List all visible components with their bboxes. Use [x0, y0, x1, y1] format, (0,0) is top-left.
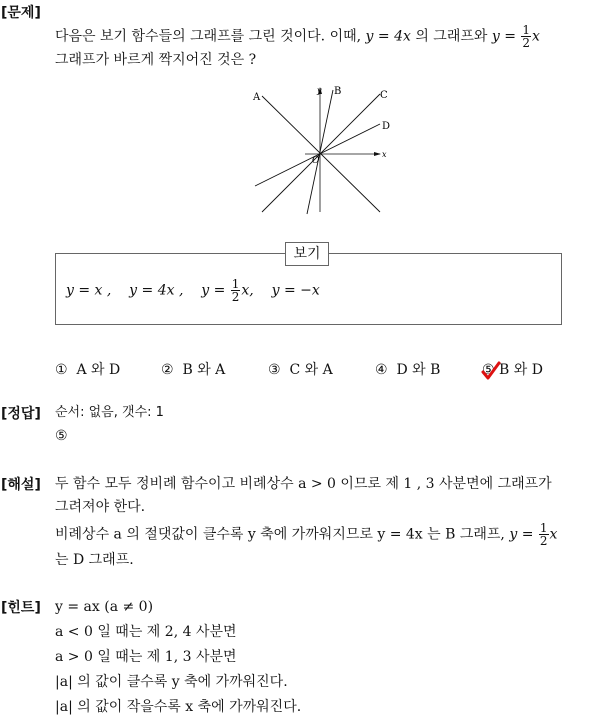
option-3[interactable]: [268, 359, 333, 379]
check-mark-icon: [481, 361, 501, 381]
equation-half-left: y =: [491, 28, 521, 45]
answer-label: [정답]: [1, 406, 41, 422]
hint-label: [힌트]: [1, 600, 41, 616]
option-2-text: B 와 A: [182, 362, 226, 378]
answer-line-1: 순서: 없음, 갯수: 1: [55, 405, 164, 420]
label-b: B: [334, 86, 342, 97]
axis-y-label: y: [317, 86, 322, 95]
explanation-denominator: 2: [539, 534, 548, 548]
option-4-text: D 와 B: [396, 362, 441, 378]
explanation-numerator: 1: [539, 521, 548, 535]
option-3-number: ③: [268, 362, 281, 378]
explanation-line-1: 두 함수 모두 정비례 함수이고 비례상수 a > 0 이므로 제 1 , 3 사분면에 그래프가: [55, 476, 552, 492]
function-3-right: x,: [241, 282, 254, 299]
axis-x-label: x: [382, 150, 387, 159]
option-5-marker: [482, 362, 495, 378]
hint-line-4: |a| 의 값이 클수록 y 축에 가까워진다.: [55, 674, 288, 690]
explanation-eq-left: y =: [509, 526, 538, 543]
graph-figure: [245, 82, 405, 218]
question-text-a: 다음은 보기 함수들의 그래프를 그린 것이다. 이때,: [55, 28, 366, 45]
function-3-denominator: 2: [231, 290, 240, 304]
equation-half-right: x: [532, 28, 540, 45]
bogi-title: 보기: [285, 242, 329, 266]
option-4[interactable]: [375, 359, 440, 379]
option-2-number: ②: [161, 362, 174, 378]
fraction-one-half: [521, 24, 531, 49]
x-axis-arrow: [374, 152, 381, 156]
function-3-left: y =: [201, 282, 230, 299]
line-d: [255, 124, 380, 186]
explanation-line-3: [55, 522, 557, 547]
explanation-eq-right: x: [549, 526, 558, 543]
option-1[interactable]: [55, 359, 120, 379]
option-5-number: ⑤: [482, 362, 495, 378]
fraction-numerator: 1: [522, 23, 531, 37]
hint-line-3: a > 0 일 때는 제 1, 3 사분면: [55, 649, 237, 665]
option-5[interactable]: [482, 359, 543, 379]
explanation-fraction: [539, 522, 549, 547]
option-1-text: A 와 D: [76, 362, 121, 378]
question-line-1: [55, 24, 540, 49]
explanation-line-4: 는 D 그래프.: [55, 552, 134, 568]
label-d: D: [382, 121, 391, 132]
hint-line-2: a < 0 일 때는 제 2, 4 사분면: [55, 624, 237, 640]
function-1: y = x ,: [66, 282, 112, 299]
option-4-number: ④: [375, 362, 388, 378]
label-c: C: [380, 90, 388, 101]
label-a: A: [253, 92, 261, 103]
explanation-label: [해설]: [1, 477, 41, 493]
option-5-text: B 와 D: [499, 362, 543, 378]
function-3-numerator: 1: [231, 277, 240, 291]
origin-label: O: [312, 156, 320, 166]
fraction-denominator: 2: [522, 36, 531, 50]
question-line-2: 그래프가 바르게 짝지어진 것은 ?: [55, 52, 257, 68]
option-3-text: C 와 A: [289, 362, 333, 378]
function-2: y = 4x ,: [129, 282, 184, 299]
explanation-line-3-text: 비례상수 a 의 절댓값이 클수록 y 축에 가까워지므로 y = 4x 는 B 그래프,: [55, 526, 510, 543]
hint-line-1: y = ax (a ≠ 0): [55, 599, 154, 615]
answer-line-2: ⑤: [55, 428, 68, 444]
explanation-line-2: 그려져야 한다.: [55, 499, 146, 515]
question-text-b: 의 그래프와: [410, 28, 492, 45]
function-3-fraction: [231, 278, 241, 303]
hint-line-5: |a| 의 값이 작을수록 x 축에 가까워진다.: [55, 699, 302, 715]
problem-label: [문제]: [1, 5, 41, 21]
equation-y-4x: y = 4x: [365, 28, 411, 45]
option-2[interactable]: [161, 359, 225, 379]
function-4: y = −x: [271, 282, 320, 299]
bogi-functions: [66, 278, 320, 303]
option-1-number: ①: [55, 362, 68, 378]
